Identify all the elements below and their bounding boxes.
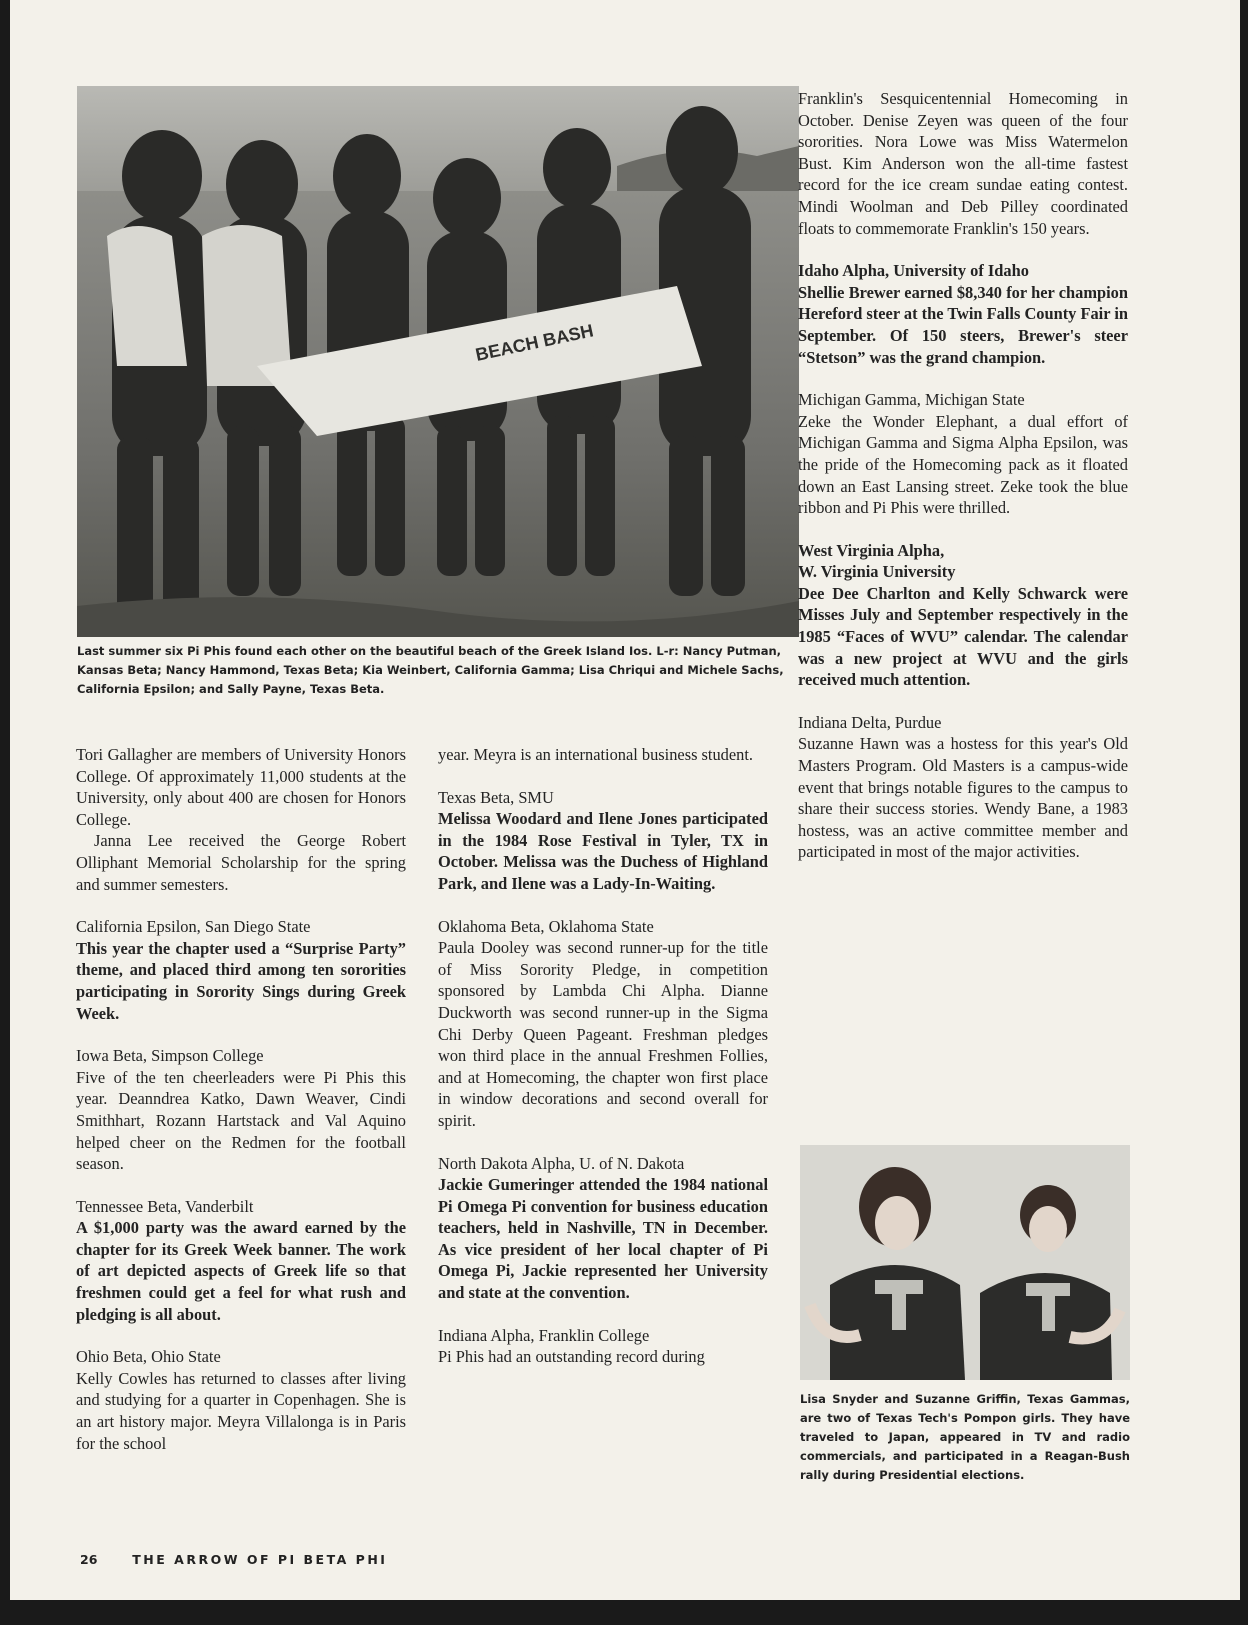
chapter-body: Shellie Brewer earned $8,340 for her champion Hereford steer at the Twin Falls County Fair in September. Of 150 steers, Brewer's steer “Stetson” was the grand champion. <box>798 282 1128 367</box>
page-footer <box>80 1552 387 1567</box>
beach-photo <box>77 86 799 637</box>
text-column-2 <box>438 744 768 1368</box>
col1-intro: Tori Gallagher are members of University Honors College. Of approximately 11,000 students at the University, only about 400 are chosen for Honors College. <box>76 745 406 829</box>
chapter-heading: Indiana Delta, Purdue <box>798 712 942 732</box>
chapter-report <box>438 1153 768 1304</box>
text-column-1 <box>76 744 406 1454</box>
chapter-heading: Ohio Beta, Ohio State <box>76 1347 221 1367</box>
beach-photo-caption: Last summer six Pi Phis found each other on the beautiful beach of the Greek Island Ios. L-r: Nancy Putman, Kansas Beta; Nancy Hammond, Texas Beta; Kia Weinbert, California Gamma; Lisa Chriqui and Michele Sachs, California Epsilon; and Sally Payne, Texas Beta. <box>77 644 784 696</box>
pompon-photo-caption: Lisa Snyder and Suzanne Griffin, Texas Gammas, are two of Texas Tech's Pompon girls. They have traveled to Japan, appeared in TV and radio commercials, and participated in a Reagan-Bush rally during Presidential elections. <box>800 1392 1130 1482</box>
chapter-heading: Indiana Alpha, Franklin College <box>438 1325 650 1345</box>
chapter-report <box>76 1196 406 1326</box>
pompon-girls-photo <box>800 1145 1130 1380</box>
chapter-heading: Iowa Beta, Simpson College <box>76 1046 264 1066</box>
chapter-report <box>76 1346 406 1454</box>
chapter-body: Paula Dooley was second runner-up for the title of Miss Sorority Pledge, in competition sponsored by Lambda Chi Alpha. Dianne Duckworth was second runner-up in the Sigma Chi Derby Queen Pageant. Freshman pledges won third place in the annual Freshmen Follies, and at Homecoming, the chapter won first place in window decorations and second overall for spirit. <box>438 938 768 1130</box>
chapter-heading: North Dakota Alpha, U. of N. Dakota <box>438 1153 685 1173</box>
publication-title: THE ARROW OF PI BETA PHI <box>132 1552 388 1567</box>
chapter-body: Zeke the Wonder Elephant, a dual effort of Michigan Gamma and Sigma Alpha Epsilon, was the pride of the Homecoming pack as it floated down an East Lansing street. Zeke took the blue ribbon and Pi Phis were thrilled. <box>798 411 1128 518</box>
col1-intro-2: Janna Lee received the George Robert Olliphant Memorial Scholarship for the spring and summer semesters. <box>76 831 406 894</box>
chapter-heading: Oklahoma Beta, Oklahoma State <box>438 916 654 936</box>
chapter-report <box>76 1045 406 1175</box>
chapter-heading: West Virginia Alpha, <box>798 540 945 560</box>
chapter-heading: Idaho Alpha, University of Idaho <box>798 261 1029 281</box>
col3-intro: Franklin's Sesquicentennial Homecoming in October. Denise Zeyen was queen of the four sororities. Nora Lowe was Miss Watermelon Bust. Kim Anderson won the all-time fastest record for the ice cream sundae eating contest. Mindi Woolman and Deb Pilley coordinated floats to commemorate Franklin's 150 years. <box>798 89 1128 238</box>
chapter-body: This year the chapter used a “Surprise Party” theme, and placed third among ten sororities participating in Sorority Sings during Greek Week. <box>76 938 406 1023</box>
chapter-heading: Tennessee Beta, Vanderbilt <box>76 1196 254 1216</box>
chapter-body: Kelly Cowles has returned to classes after living and studying for a quarter in Copenhagen. She is an art history major. Meyra Villalonga is in Paris for the school <box>76 1368 406 1453</box>
chapter-report <box>798 389 1128 519</box>
chapter-heading: California Epsilon, San Diego State <box>76 917 311 937</box>
chapter-report <box>438 916 768 1132</box>
chapter-report <box>438 787 768 895</box>
chapter-heading: Texas Beta, SMU <box>438 787 554 807</box>
chapter-body: Suzanne Hawn was a hostess for this year's Old Masters Program. Old Masters is a campus-wide event that brings notable figures to the campus to share their success stories. Wendy Bane, a 1983 hostess, was an active committee member and participated in most of the major activities. <box>798 734 1128 862</box>
chapter-heading-line-2: W. Virginia University <box>798 562 956 582</box>
chapter-heading: Michigan Gamma, Michigan State <box>798 390 1025 410</box>
chapter-body: Pi Phis had an outstanding record during <box>438 1347 705 1367</box>
magazine-page <box>10 0 1240 1600</box>
banner-text: BEACH BASH <box>473 320 596 365</box>
chapter-body: Dee Dee Charlton and Kelly Schwarck were Misses July and September respectively in the 1985 “Faces of WVU” calendar. The calendar was a new project at WVU and the girls received much attention. <box>798 583 1128 690</box>
chapter-report <box>438 1325 768 1368</box>
chapter-report <box>798 712 1128 863</box>
chapter-body: Jackie Gumeringer attended the 1984 national Pi Omega Pi convention for business education teachers, held in Nashville, TN in December. As vice president of her local chapter of Pi Omega Pi, Jackie represented her University and state at the convention. <box>438 1175 768 1303</box>
col2-intro: year. Meyra is an international business student. <box>438 745 753 764</box>
chapter-body: A $1,000 party was the award earned by the chapter for its Greek Week banner. The work of art depicted aspects of Greek life so that freshmen could get a feel for what rush and pledging is all about. <box>76 1218 406 1324</box>
chapter-body: Melissa Woodard and Ilene Jones participated in the 1984 Rose Festival in Tyler, TX in October. Melissa was the Duchess of Highland Park, and Ilene was a Lady-In-Waiting. <box>438 809 768 893</box>
text-column-3 <box>798 88 1128 863</box>
chapter-body: Five of the ten cheerleaders were Pi Phis this year. Deanndrea Katko, Dawn Weaver, Cindi Smithhart, Rozann Hartstack and Val Aquino helped cheer on the Redmen for the football season. <box>76 1067 406 1174</box>
chapter-report <box>798 260 1128 368</box>
chapter-report <box>76 916 406 1024</box>
page-number: 26 <box>80 1552 98 1567</box>
chapter-report <box>798 540 1128 691</box>
